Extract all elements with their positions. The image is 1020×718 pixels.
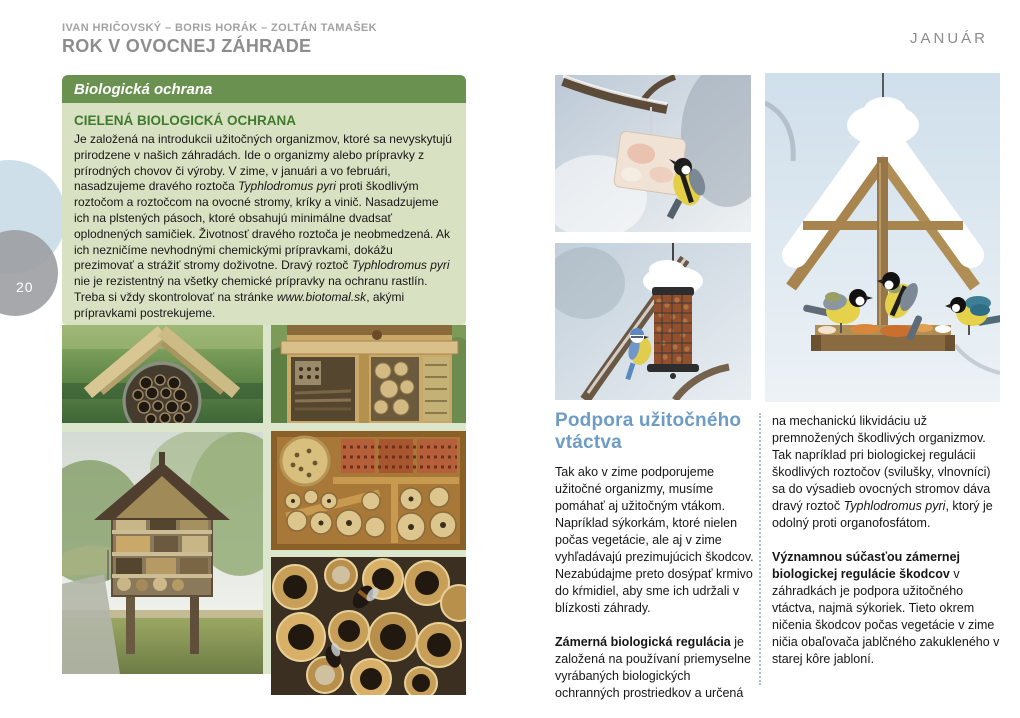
photo-blue-tit-on-peanut-feeder xyxy=(555,243,751,400)
photo-great-tits-on-snowy-feeder xyxy=(765,73,1000,402)
biological-protection-box xyxy=(62,75,466,325)
photo-great-tit-on-suet-block xyxy=(555,75,751,232)
text-column-right xyxy=(772,413,1002,685)
photo-insect-hotel-roof-detail xyxy=(62,325,263,423)
box-text: Je založená na introdukcii užitočných organizmov, ktoré sa nevyskytujú prirodzene v našich záhradách. Ide o organizmy alebo prípravky z prírodných chovov či výroby. V zime, v januári a vo februári, nasadzujeme dravého roztoča Typhlodromus pyri proti škodlivým roztočom a roztočcom na ovocné stromy, kríky a vinič. Nasadzujeme ich na plstených pásoch, ktoré obsahujú minimálne dvadsať oplodnených samičiek. Životnosť dravého roztoča je neobmedzená. Ak ich nezničíme nevhodnými chemickými prípravkami, dokážu prezimovať a strážiť stromy doživotne. Dravý roztoč Typhlodromus pyri nie je rezistentný na všetky chemické prípravky na ochranu rastlín. Treba si vždy skontrolovať na stránke www.biotomal.sk, akými prípravkami postrekujeme. xyxy=(74,132,452,320)
paragraph: na mechanickú likvidáciu už premnožených škodlivých organizmov. Tak napríklad pri biologickej regulácii škodlivých roztočov (svilušky, vlnovníci) sa do výsadieb ovocných stromov dáva dravý roztoč Typhlodromus pyri, ktorý je odolný proti organofosfátom. xyxy=(772,414,993,530)
page-number: 20 xyxy=(16,279,34,295)
paragraph: Tak ako v zime podporujeme užitočné organizmy, musíme pomáhať aj užitočným vtákom. Napríklad sýkorkám, ktoré nielen počas vegetácie, ale aj v zime vyhľadávajú prezimujúcich škodcov. Nezabúdajme preto dosýpať krmivo do kŕmidiel, aby sme ich udržali v blízkosti záhrady. xyxy=(555,465,754,615)
book-title: ROK V OVOCNEJ ZÁHRADE xyxy=(62,36,312,56)
authors-line: IVAN HRIČOVSKÝ – BORIS HORÁK – ZOLTÁN TAMAŠEK xyxy=(62,22,378,34)
insect-hotel-photo-montage xyxy=(62,325,466,674)
box-heading: CIELENÁ BIOLOGICKÁ OCHRANA xyxy=(74,113,296,128)
column-divider-dotted xyxy=(759,413,761,685)
paragraph: Významnou súčasťou zámernej biologickej regulácie škodcov v záhradkách je podpora užitočného vtáctva, najmä sýkoriek. Tieto okrem ničenia škodcov počas vegetácie v zime ničia obaľovača jablčného zakukleného v starej kôre jabloní. xyxy=(772,550,1000,666)
box-banner: Biologická ochrana xyxy=(62,75,466,103)
text-column-left xyxy=(555,410,755,718)
photo-bamboo-tubes-with-bees xyxy=(271,557,466,695)
photo-insect-hotel-wall xyxy=(271,325,466,423)
box-body xyxy=(62,103,466,325)
section-heading: Podpora užitočného vtáctva xyxy=(555,410,742,453)
photo-insect-hotel-log-box xyxy=(271,431,466,550)
month-label: JANUÁR xyxy=(909,30,988,47)
paragraph: Zámerná biologická regulácia je založená na používaní priemyselne vyrábaných biologických ochranných prostriedkov a určená xyxy=(555,635,751,700)
photo-insect-hotel-house-in-meadow xyxy=(62,432,263,674)
